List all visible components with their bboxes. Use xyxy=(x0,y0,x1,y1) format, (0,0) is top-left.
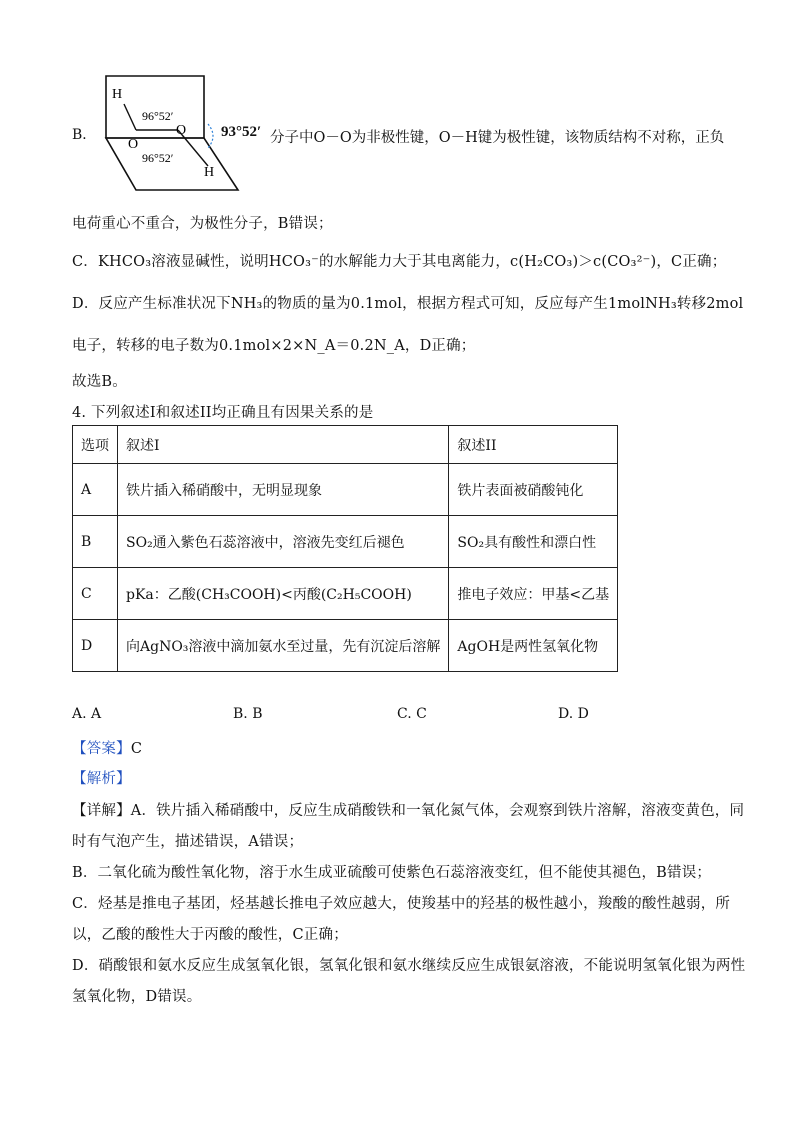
row-statement-1: pKa：乙酸(CH₃COOH)<丙酸(C₂H₅COOH) xyxy=(118,568,449,620)
choice-c: C. C xyxy=(397,706,427,722)
analysis-detail-7: 氢氧化物，D错误。 xyxy=(72,989,202,1005)
table-header-row xyxy=(73,426,618,464)
choice-a: A. A xyxy=(72,706,102,722)
row-statement-2: SO₂具有酸性和漂白性 xyxy=(449,516,618,568)
answer-label: 【答案】 xyxy=(72,741,131,757)
row-statement-2: AgOH是两性氢氧化物 xyxy=(449,620,618,672)
answer-value: C xyxy=(130,741,143,757)
question-4-table xyxy=(72,425,618,672)
row-statement-1: 向AgNO₃溶液中滴加氨水至过量，先有沉淀后溶解 xyxy=(118,620,449,672)
option-c-text: C．KHCO₃溶液显碱性，说明HCO₃⁻的水解能力大于其电离能力，c(H₂CO₃)＞c(CO₃²⁻)，C正确； xyxy=(72,254,727,270)
option-b-label: B． xyxy=(72,127,97,143)
header-statement-1: 叙述I xyxy=(118,426,449,464)
row-statement-2: 推电子效应：甲基<乙基 xyxy=(449,568,618,620)
row-statement-2: 铁片表面被硝酸钝化 xyxy=(449,464,618,516)
analysis-detail-5: 以，乙酸的酸性大于丙酸的酸性，C正确； xyxy=(72,927,348,943)
fig-angle-upper: 96°52′ xyxy=(142,109,174,123)
analysis-label: 【解析】 xyxy=(72,771,131,787)
row-option: C xyxy=(73,568,118,620)
analysis-detail-4: C．烃基是推电子基团，烃基越长推电子效应越大，使羧基中的羟基的极性越小，羧酸的酸性越弱，所 xyxy=(72,896,731,912)
choice-b: B. B xyxy=(233,706,263,722)
row-statement-1: SO₂通入紫色石蕊溶液中，溶液先变红后褪色 xyxy=(118,516,449,568)
choice-d: D. D xyxy=(558,706,589,722)
answer-line xyxy=(72,737,142,758)
row-option: A xyxy=(73,464,118,516)
dihedral-angle: 93°52′ xyxy=(221,124,262,140)
option-d-text-1: D．反应产生标准状况下NH₃的物质的量为0.1mol，根据方程式可知，反应每产生1molNH₃转移2mol xyxy=(72,296,744,312)
fig-o-left: O xyxy=(128,137,139,152)
fig-h-bottom: H xyxy=(204,165,215,180)
analysis-detail-6: D．硝酸银和氨水反应生成氢氧化银，氢氧化银和氨水继续反应生成银氨溶液，不能说明氢氧化银为两性 xyxy=(72,958,746,974)
fig-h-top: H xyxy=(112,87,123,102)
conclusion-text: 故选B。 xyxy=(72,374,127,390)
table-row xyxy=(73,568,618,620)
analysis-detail-2: 时有气泡产生，描述错误，A错误； xyxy=(72,834,304,850)
analysis-detail-3: B．二氧化硫为酸性氧化物，溶于水生成亚硫酸可使紫色石蕊溶液变红，但不能使其褪色，B错误； xyxy=(72,865,712,881)
table-row xyxy=(73,464,618,516)
fig-angle-lower: 96°52′ xyxy=(142,151,174,165)
header-statement-2: 叙述II xyxy=(449,426,618,464)
row-statement-1: 铁片插入稀硝酸中，无明显现象 xyxy=(118,464,449,516)
question-4-stem: 4. 下列叙述I和叙述II均正确且有因果关系的是 xyxy=(72,405,374,421)
row-option: D xyxy=(73,620,118,672)
table-row xyxy=(73,516,618,568)
option-b-text-2: 电荷重心不重合，为极性分子，B错误； xyxy=(72,216,333,232)
row-option: B xyxy=(73,516,118,568)
fig-o-right: O xyxy=(176,123,187,138)
analysis-detail-1: 【详解】A．铁片插入稀硝酸中，反应生成硝酸铁和一氧化氮气体，会观察到铁片溶解，溶液变黄色，同 xyxy=(72,803,745,819)
table-row xyxy=(73,620,618,672)
header-option: 选项 xyxy=(73,426,118,464)
option-d-text-2: 电子，转移的电子数为0.1mol×2×N_A＝0.2N_A，D正确； xyxy=(72,338,476,354)
option-b-text-1: 分子中O－O为非极性键，O－H键为极性键，该物质结构不对称，正负 xyxy=(270,130,725,146)
